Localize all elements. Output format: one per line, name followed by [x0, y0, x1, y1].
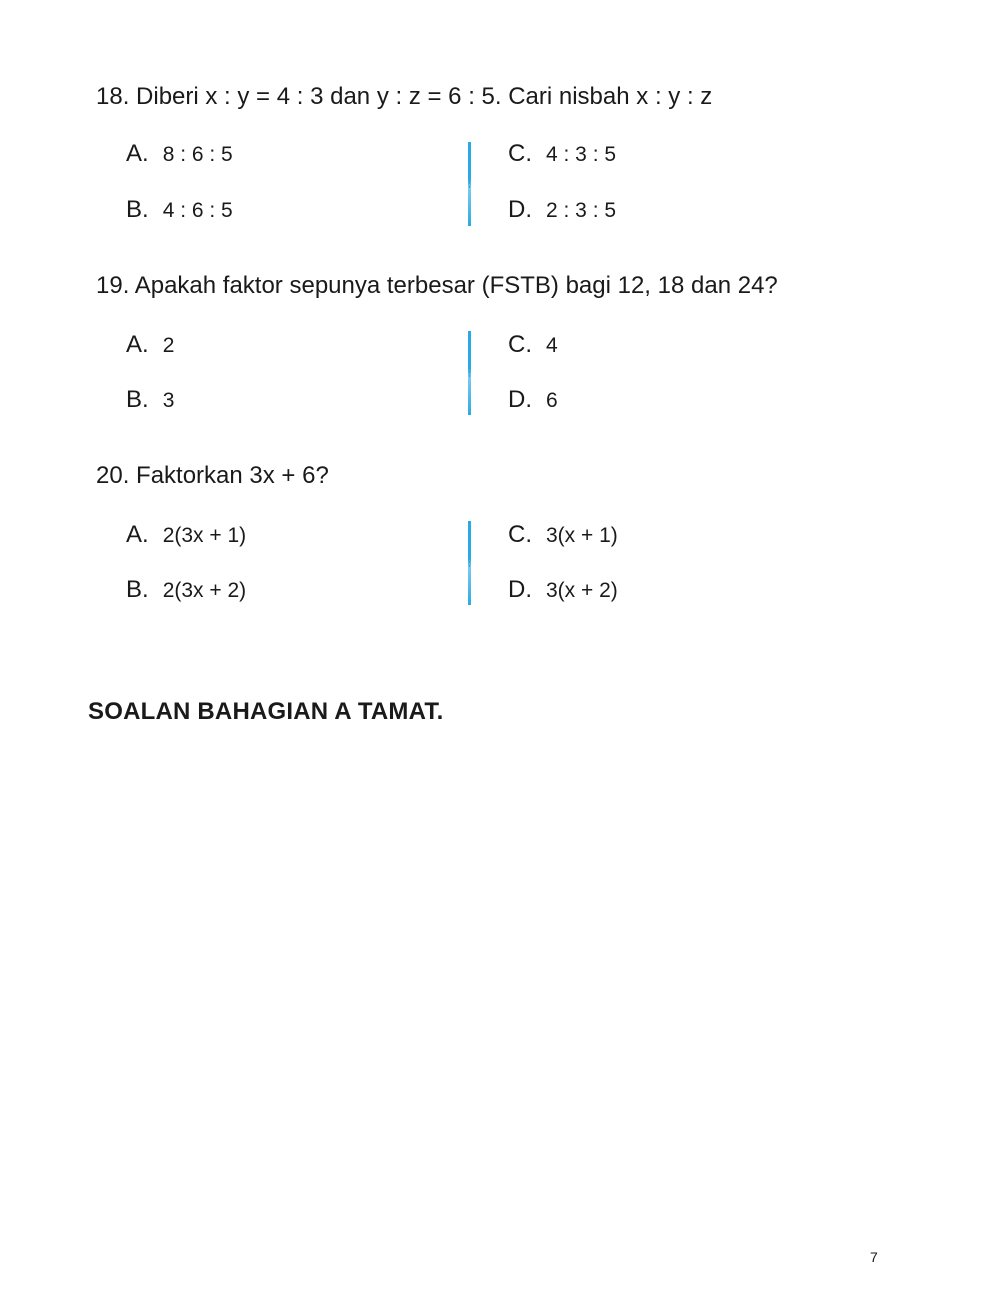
option-value: 6: [546, 389, 558, 412]
question-19-text: 19. Apakah faktor sepunya terbesar (FSTB) bagi 12, 18 dan 24?: [96, 272, 778, 299]
question-18-option-a[interactable]: [126, 140, 233, 168]
option-value: 4: [546, 334, 558, 357]
option-letter: B.: [126, 576, 149, 603]
option-letter: B.: [126, 196, 149, 223]
question-18-text: 18. Diberi x : y = 4 : 3 dan y : z = 6 : 5. Cari nisbah x : y : z: [96, 83, 713, 110]
option-column-divider: [468, 142, 471, 226]
question-20-option-c[interactable]: [508, 521, 618, 549]
question-20-option-b[interactable]: [126, 576, 246, 604]
question-20-text: 20. Faktorkan 3x + 6?: [96, 462, 329, 489]
page-number: 7: [870, 1249, 878, 1265]
option-value: 2(3x + 2): [162, 579, 247, 602]
question-18-option-d[interactable]: [508, 196, 616, 224]
option-column-divider: [468, 331, 471, 415]
question-19-option-c[interactable]: [508, 331, 558, 359]
option-value: 3(x + 1): [546, 524, 618, 547]
question-20-option-d[interactable]: [508, 576, 618, 604]
question-19-option-b[interactable]: [126, 386, 174, 414]
option-letter: A.: [126, 331, 149, 358]
option-letter: C.: [508, 140, 532, 167]
option-value: 4 : 3 : 5: [546, 143, 617, 166]
option-letter: C.: [508, 521, 532, 548]
option-letter: A.: [126, 521, 149, 548]
option-value: 2(3x + 1): [162, 524, 247, 547]
option-value: 3: [162, 389, 175, 412]
option-column-divider: [468, 521, 471, 605]
question-19-option-d[interactable]: [508, 386, 558, 414]
section-end-heading: SOALAN BAHAGIAN A TAMAT.: [88, 698, 444, 725]
option-letter: B.: [126, 386, 149, 413]
question-18-option-c[interactable]: [508, 140, 616, 168]
option-letter: D.: [508, 386, 532, 413]
option-letter: D.: [508, 196, 532, 223]
option-letter: D.: [508, 576, 532, 603]
question-18-option-b[interactable]: [126, 196, 233, 224]
option-value: 2: [162, 334, 175, 357]
option-value: 3(x + 2): [546, 579, 618, 602]
option-letter: A.: [126, 140, 149, 167]
question-20-option-a[interactable]: [126, 521, 246, 549]
option-value: 8 : 6 : 5: [162, 143, 233, 166]
option-letter: C.: [508, 331, 532, 358]
option-value: 4 : 6 : 5: [162, 199, 233, 222]
option-value: 2 : 3 : 5: [546, 199, 617, 222]
question-19-option-a[interactable]: [126, 331, 174, 359]
